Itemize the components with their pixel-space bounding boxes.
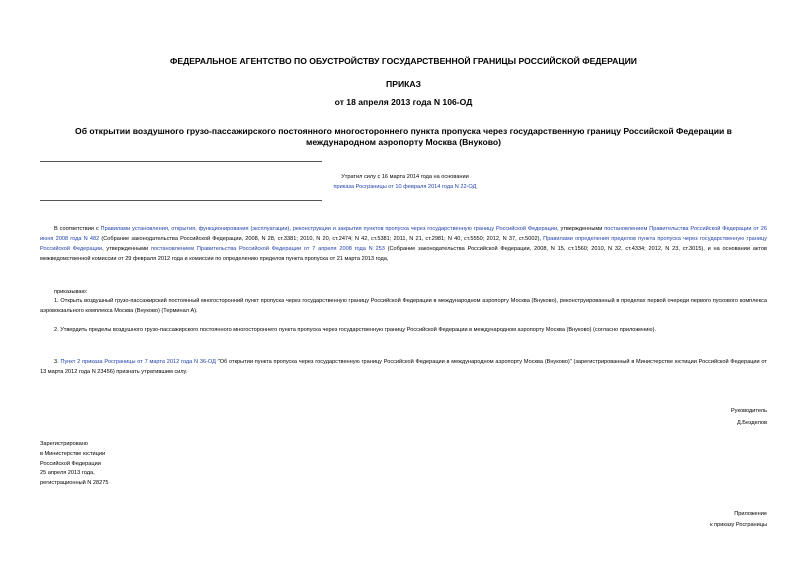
bottom-divider [40,200,322,201]
order-36-link[interactable]: Пункт 2 приказа Росграницы от 7 марта 2012 года N 36-ОД [60,359,216,365]
registration-block [40,440,108,489]
item-3-text: "Об открытии пункта пропуска через государственную границу Российской Федерации в международном аэропорту Москва (Внуково)" (зарегистрированный в Министерстве юстиции Российской Федерации от 13 марта 2012 года N 23456) признать утратившим силу. [40,359,767,375]
resolution-482-link[interactable]: постановлением Правительства Российской Федерации от 26 июня 2008 года N 482 [40,226,767,242]
item-3-paragraph [40,357,767,377]
registration-line: Зарегистрировано [40,441,88,447]
resolution-253-link[interactable]: постановлением Правительства Российской Федерации от 7 апреля 2008 года N 253 [150,246,385,252]
loss-of-force-line2 [300,182,510,192]
signatory-name: Д.Безделов [736,420,767,426]
rules-establishment-link[interactable]: Правилами установления, открытия, функционирования (эксплуатации), реконструкции и закрытия пунктов пропуска через государственную границу Российской Федерации [100,226,558,232]
preamble-text-5: (Собрание законодательства Российской Федерации, 2008, N 15, ст.1560; 2010, N 32, ст.4334; 2012, N 23, ст.3015), и на основании актов межведомственной комиссии от 29 февраля 2012 года и комиссии по определению пределов пункта пропуска от 21 марта 2013 года, [40,246,767,262]
registration-line: Российской Федерации [40,460,101,467]
date-number-heading: от 18 апреля 2013 года N 106-ОД [334,97,473,107]
agency-heading: ФЕДЕРАЛЬНОЕ АГЕНТСТВО ПО ОБУСТРОЙСТВУ ГОСУДАРСТВЕННОЙ ГРАНИЦЫ РОССИЙСКОЙ ФЕДЕРАЦИИ [170,56,637,66]
preamble-text-4: , утвержденными [102,246,151,252]
rules-limits-link[interactable]: Правилами определения пределов пункта пропуска через государственную границу Российской Федерации [40,236,768,252]
top-divider [40,161,322,162]
loss-of-force-note: Утратил силу с 16 марта 2014 года на основании [341,174,469,180]
document-title: Об открытии воздушного грузо-пассажирского постоянного многостороннего пункта пропуска через государственную границу Российской Федерации в международном аэропорту Москва (Внуково) [75,126,732,147]
preamble-text-3: (Собрание законодательства Российской Федерации, 2008, N 28, ст.3381; 2010, N 20, ст.2474; N 42, ст.5381; 2011, N 21, ст.2981; N 40, ст.5550; 2012, N 37, ст.5002), [99,236,544,242]
appendix-label: Приложение [734,511,767,517]
preamble-text-1: В соответствии с [54,226,101,232]
registration-line: регистрационный N 28275 [40,480,109,487]
registration-line: 25 апреля 2013 года, [40,470,95,477]
item-2-paragraph: 2. Утвердить пределы воздушного грузо-пассажирского постоянного многостороннего пункта пропуска через государственную границу Российской Федерации в международном аэропорту Москва (Внуково) (согласно приложению). [54,327,657,333]
item-1-paragraph: 1. Открыть воздушный грузо-пассажирский постоянный многосторонний пункт пропуска через государственную границу Российской Федерации в международном аэропорту Москва (Внуково), реконструированный в пределах первой очереди первого пускового комплекса аэровокзального комплекса Москва (Внуково) (Терминал А). [40,298,767,314]
order-word: приказываю: [54,289,88,295]
loss-of-force-link[interactable]: приказа Росграницы от 10 февраля 2014 года N 22-ОД [333,184,477,190]
preamble-text-2: , утвержденными [557,226,605,232]
doc-type-heading: ПРИКАЗ [386,79,421,89]
item-3-number: 3. [54,359,61,365]
preamble-paragraph [40,224,767,264]
appendix-reference: к приказу Росграницы [710,522,767,528]
registration-line: в Министерстве юстиции [40,450,106,457]
signatory-position: Руководитель [730,408,767,414]
